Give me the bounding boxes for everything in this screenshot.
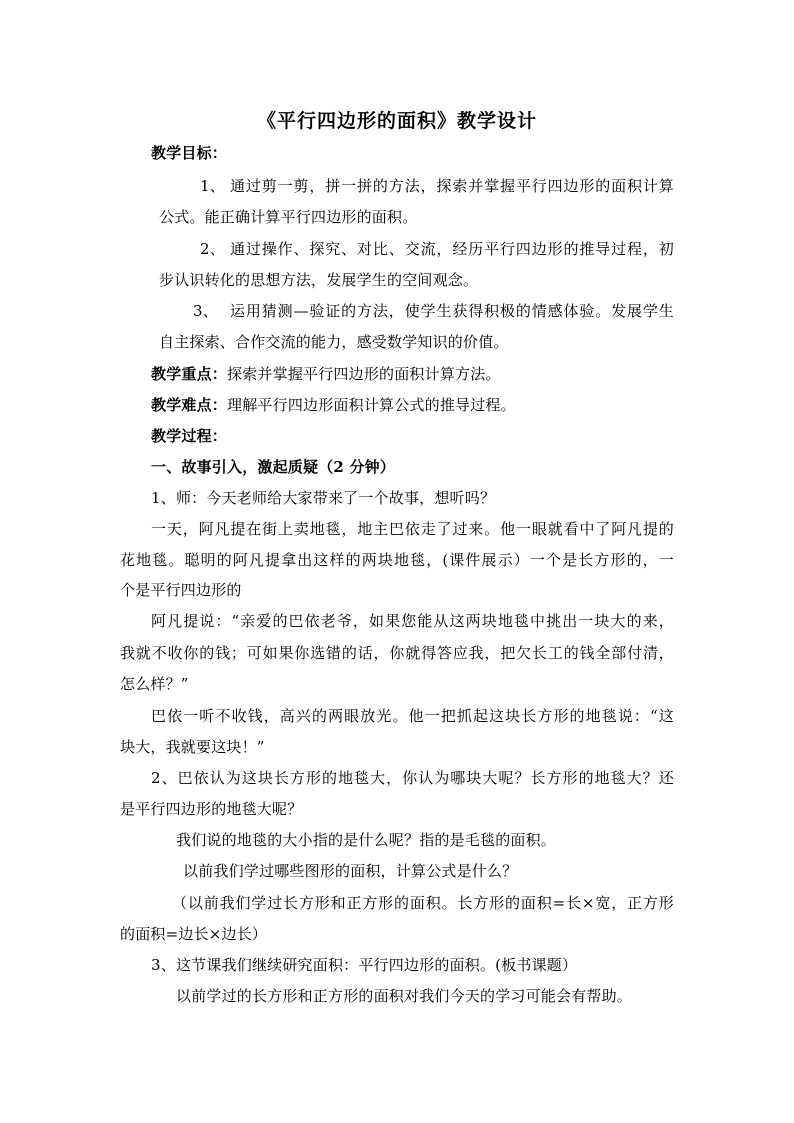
paragraph-4-line1: 巴依一听不收钱，高兴的两眼放光。他一把抓起这块长方形的地毯说：“这 <box>151 707 674 725</box>
goal1-line1: 通过剪一剪，拼一拼的方法，探索并掌握平行四边形的面积计算 <box>230 177 674 195</box>
paragraph-2-line3: 个是平行四边形的 <box>120 581 242 599</box>
goal3-number: 3、 <box>193 302 218 320</box>
paragraph-9: 3、这节课我们继续研究面积：平行四边形的面积。(板书课题） <box>151 956 578 974</box>
difficult-point-label: 教学难点： <box>151 396 228 414</box>
paragraph-8-line2: 的面积=边长×边长） <box>120 925 268 943</box>
goal3-line2: 自主探索、合作交流的能力，感受数学知识的价值。 <box>159 333 509 351</box>
difficult-point-text: 理解平行四边形面积计算公式的推导过程。 <box>227 396 516 414</box>
goal2-number: 2、 <box>200 240 225 258</box>
paragraph-8-line1: （以前我们学过长方形和正方形的面积。长方形的面积=长×宽，正方形 <box>172 894 674 912</box>
key-point-label: 教学重点： <box>151 365 228 383</box>
key-point <box>151 364 501 384</box>
paragraph-4-line2: 块大，我就要这块！” <box>120 738 265 756</box>
key-point-text: 探索并掌握平行四边形的面积计算方法。 <box>227 365 501 383</box>
paragraph-10: 以前学过的长方形和正方形的面积对我们今天的学习可能会有帮助。 <box>176 987 633 1005</box>
paragraph-6: 我们说的地毯的大小指的是什么呢？指的是毛毯的面积。 <box>176 831 557 849</box>
paragraph-5-line2: 是平行四边形的地毯大呢？ <box>120 800 303 818</box>
paragraph-2-line2: 花地毯。聪明的阿凡提拿出这样的两块地毯，(课件展示）一个是长方形的，一 <box>120 551 674 569</box>
paragraph-3-line2: 我就不收你的钱；可如果你选错的话，你就得答应我，把欠长工的钱全部付清， <box>120 644 674 662</box>
goal2-line1: 通过操作、探究、对比、交流，经历平行四边形的推导过程，初 <box>230 240 674 258</box>
process-heading: 教学过程： <box>151 427 228 445</box>
paragraph-1: 1、师：今天老师给大家带来了一个故事，想听吗？ <box>151 489 496 507</box>
paragraph-7: 以前我们学过哪些图形的面积，计算公式是什么？ <box>183 862 518 880</box>
goal1-line2: 公式。能正确计算平行四边形的面积。 <box>159 208 418 226</box>
paragraph-5-line1: 2、巴依认为这块长方形的地毯大，你认为哪块大呢？长方形的地毯大？还 <box>151 769 674 787</box>
difficult-point <box>151 395 516 415</box>
goal2-line2: 步认识转化的思想方法，发展学生的空间观念。 <box>159 271 479 289</box>
goal1-number: 1、 <box>200 177 225 195</box>
goals-heading: 教学目标： <box>151 144 228 162</box>
paragraph-3-line3: 怎么样？” <box>120 675 189 693</box>
document-title: 《平行四边形的面积》教学设计 <box>256 110 537 132</box>
goal3-line1: 运用猜测—验证的方法，使学生获得积极的情感体验。发展学生 <box>230 302 674 320</box>
section1-heading: 一、故事引入，激起质疑（2 分钟） <box>151 458 396 476</box>
paragraph-3-line1: 阿凡提说：“亲爱的巴依老爷，如果您能从这两块地毯中挑出一块大的来， <box>151 612 674 630</box>
paragraph-2-line1: 一天，阿凡提在街上卖地毯，地主巴依走了过来。他一眼就看中了阿凡提的 <box>151 520 674 538</box>
